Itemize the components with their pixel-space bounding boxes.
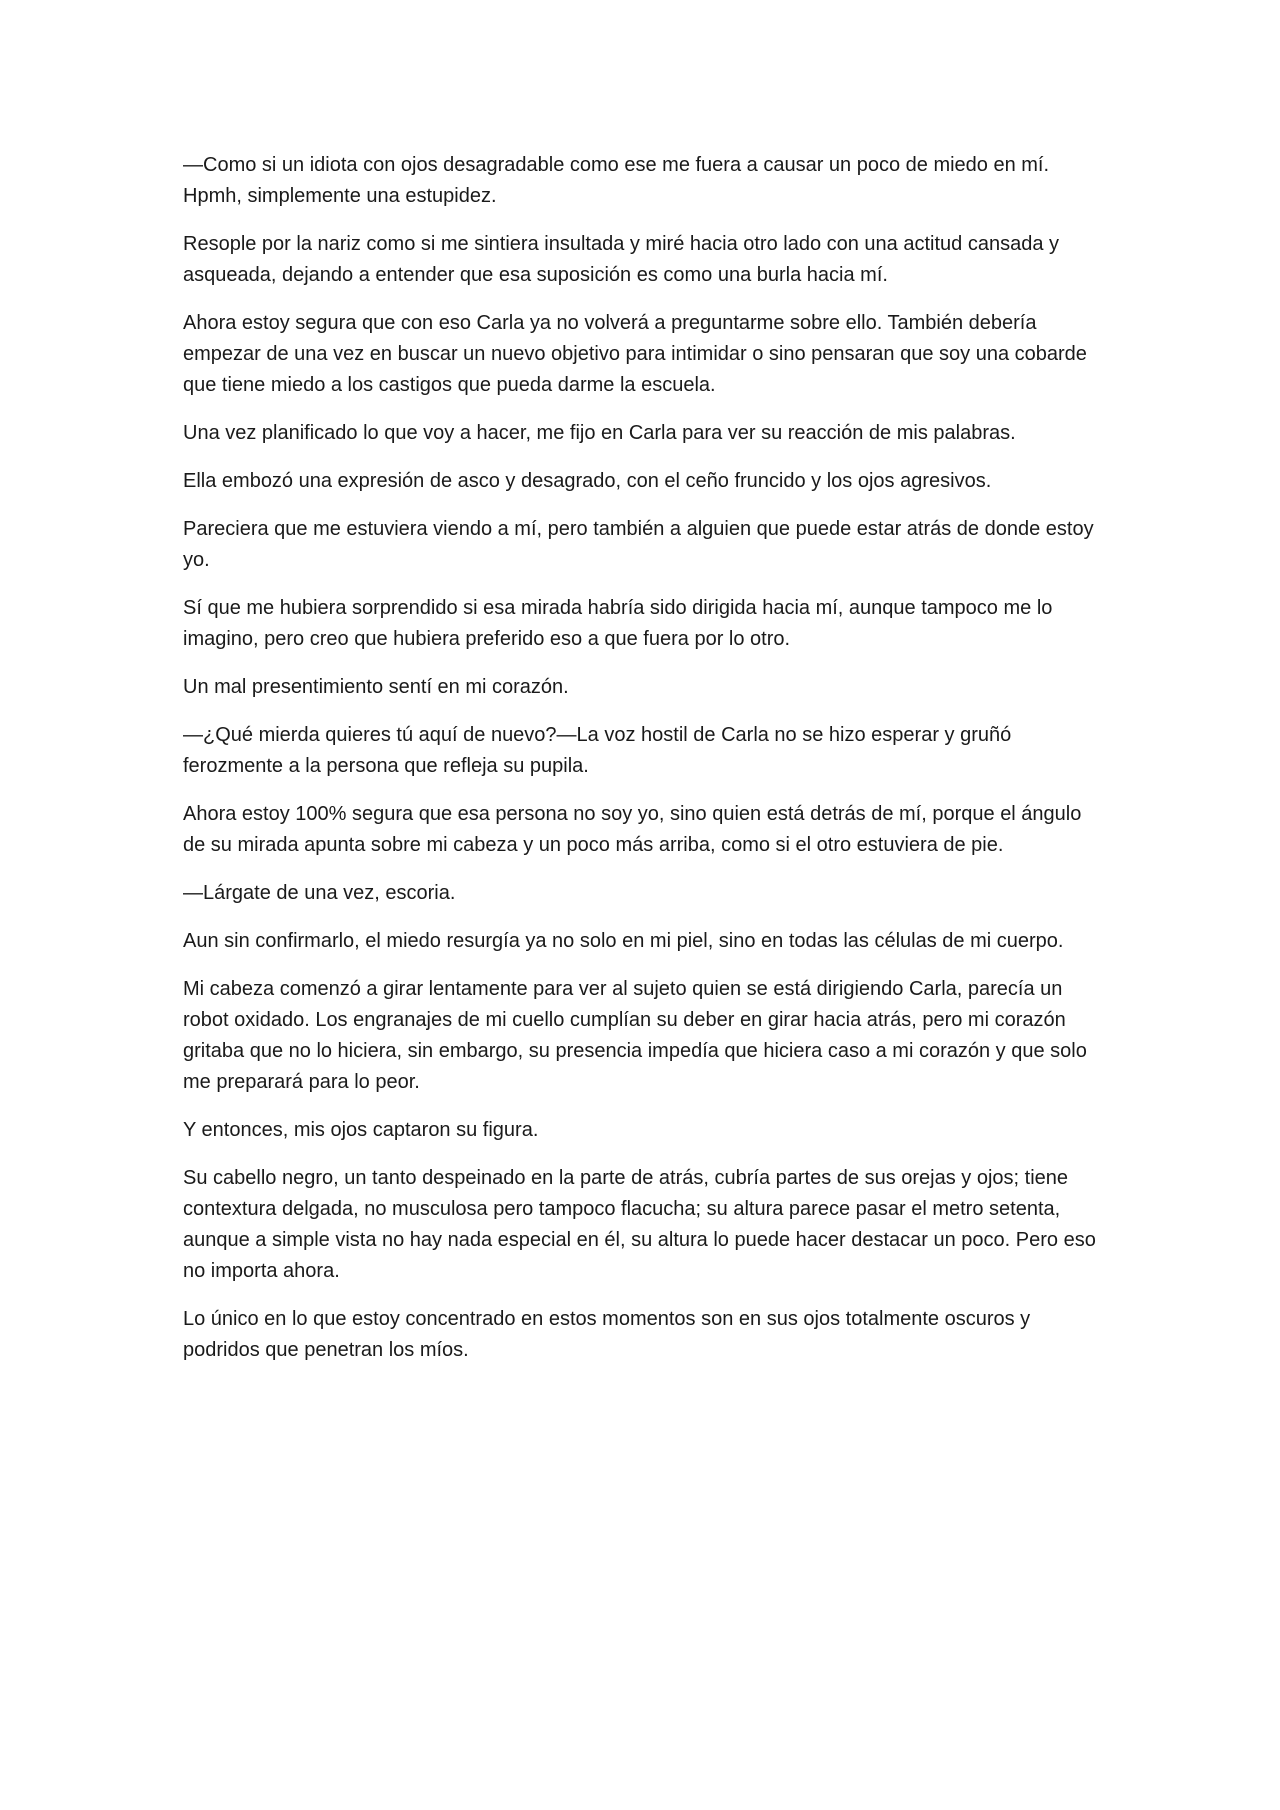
paragraph: Aun sin confirmarlo, el miedo resurgía ya no solo en mi piel, sino en todas las células de mi cuerpo. [183, 930, 1064, 952]
paragraph: Y entonces, mis ojos captaron su figura. [183, 1119, 539, 1141]
paragraph: Un mal presentimiento sentí en mi corazón. [183, 676, 569, 698]
paragraph: —¿Qué mierda quieres tú aquí de nuevo?—La voz hostil de Carla no se hizo esperar y gruñó ferozmente a la persona que refleja su pupila. [183, 724, 1012, 777]
paragraph: Su cabello negro, un tanto despeinado en la parte de atrás, cubría partes de sus orejas y ojos; tiene contextura delgada, no musculosa pero tampoco flacucha; su altura parece pasar el metro setenta, aunque a simple vista no hay nada especial en él, su altura lo puede hacer destacar un poco. Pero eso no importa ahora. [183, 1167, 1096, 1282]
paragraph: Ahora estoy 100% segura que esa persona no soy yo, sino quien está detrás de mí, porque el ángulo de su mirada apunta sobre mi cabeza y un poco más arriba, como si el otro estuviera de pie. [183, 803, 1082, 856]
paragraph: Ella embozó una expresión de asco y desagrado, con el ceño fruncido y los ojos agresivos. [183, 470, 992, 492]
paragraph: Pareciera que me estuviera viendo a mí, pero también a alguien que puede estar atrás de donde estoy yo. [183, 518, 1094, 571]
paragraph: Lo único en lo que estoy concentrado en estos momentos son en sus ojos totalmente oscuros y podridos que penetran los míos. [183, 1308, 1031, 1361]
paragraph: Una vez planificado lo que voy a hacer, me fijo en Carla para ver su reacción de mis palabras. [183, 422, 1016, 444]
paragraph: Sí que me hubiera sorprendido si esa mirada habría sido dirigida hacia mí, aunque tampoco me lo imagino, pero creo que hubiera preferido eso a que fuera por lo otro. [183, 597, 1053, 650]
paragraph: —Como si un idiota con ojos desagradable como ese me fuera a causar un poco de miedo en mí. Hpmh, simplemente una estupidez. [183, 154, 1050, 207]
document-body [183, 150, 1103, 1383]
paragraph: Resople por la nariz como si me sintiera insultada y miré hacia otro lado con una actitud cansada y asqueada, dejando a entender que esa suposición es como una burla hacia mí. [183, 233, 1060, 286]
paragraph: Ahora estoy segura que con eso Carla ya no volverá a preguntarme sobre ello. También debería empezar de una vez en buscar un nuevo objetivo para intimidar o sino pensaran que soy una cobarde que tiene miedo a los castigos que pueda darme la escuela. [183, 312, 1087, 396]
paragraph: —Lárgate de una vez, escoria. [183, 882, 456, 904]
paragraph: Mi cabeza comenzó a girar lentamente para ver al sujeto quien se está dirigiendo Carla, parecía un robot oxidado. Los engranajes de mi cuello cumplían su deber en girar hacia atrás, pero mi corazón gritaba que no lo hiciera, sin embargo, su presencia impedía que hiciera caso a mi corazón y que solo me preparará para lo peor. [183, 978, 1087, 1093]
